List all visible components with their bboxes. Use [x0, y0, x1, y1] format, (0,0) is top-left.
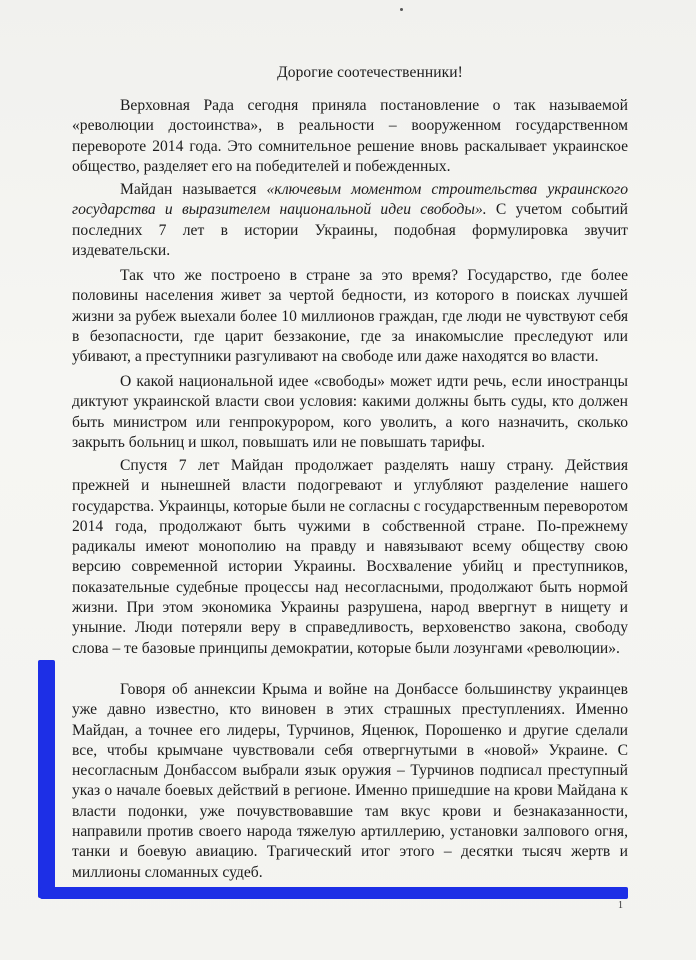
paragraph-4: О какой национальной идее «свободы» может идти речь, если иностранцы диктуют украинской власти свои условия: какими должны быть суды, кто должен быть министром или генпрокурором, кого уволить, а кого назначить, сколько закрыть больниц и школ, повышать или не повышать тарифы.: [72, 373, 628, 451]
paragraph-6: Говоря об аннексии Крыма и войне на Донбассе большинству украинцев уже давно известно, кто виновен в этих страшных преступлениях. Именно Майдан, а точнее его лидеры, Турчинов, Яценюк, Порошенко и другие сделали все, чтобы крымчане чувствовали себя отвергнутыми в «новой» Украине. С несогласным Донбассом выбрали язык оружия – Турчинов подписал преступный указ о начале боевых действий в регионе. Именно пришедшие на крови Майдана к власти подонки, уже почувствовавшие там вкус крови и безнаказанности, направили против своего народа тяжелую артиллерию, установки залпового огня, танки и боевую авиацию. Трагический итог этого – десятки тысяч жертв и миллионы сломанных судеб.: [72, 681, 628, 881]
scan-speck: [400, 8, 403, 11]
italic-quote: «ключевым моментом строительства украинского государства и выразителем национальной идеи свободы».: [72, 181, 628, 219]
paragraph-1: Верховная Рада сегодня приняла постановление о так называемой «революции достоинства», в реальности – вооруженном государственном перевороте 2014 года. Это сомнительное решение вновь раскалывает украинское общество, разделяет его на победителей и побежденных.: [72, 97, 628, 175]
paragraph-2: Майдан называется «ключевым моментом строительства украинского государства и выразителем национальной идеи свободы». С учетом событий последних 7 лет в истории Украины, подобная формулировка звучит издевательски.: [72, 181, 628, 259]
highlight-marker-vertical: [38, 660, 55, 898]
page-number: 1: [618, 900, 623, 911]
paragraph-5: Спустя 7 лет Майдан продолжает разделять нашу страну. Действия прежней и нынешней власти подогревают и углубляют разделение нашего государства. Украинцы, которые были не согласны с государственным переворотом 2014 года, продолжают быть чужими в собственной стране. По-прежнему радикалы имеют монополию на правду и навязывают всему обществу свою версию современной истории Украины. Восхваление убийц и преступников, показательные судебные процессы над несогласными, продолжают быть нормой жизни. При этом экономика Украины разрушена, народ ввергнут в нищету и уныние. Люди потеряли веру в справедливость, верховенство закона, свободу слова – те базовые принципы демократии, которые были лозунгами «революции».: [72, 457, 628, 657]
document-title: Дорогие соотечественники!: [277, 64, 463, 81]
paragraph-3: Так что же построено в стране за это время? Государство, где более половины населения живет за чертой бедности, из которого в поисках лучшей жизни за рубеж выехали более 10 миллионов граждан, где люди не чувствуют себя в безопасности, где царит беззаконие, где за инакомыслие преследуют или убивают, а преступники разгуливают на свободе или даже находятся во власти.: [72, 267, 628, 366]
highlight-marker-horizontal: [40, 887, 628, 899]
